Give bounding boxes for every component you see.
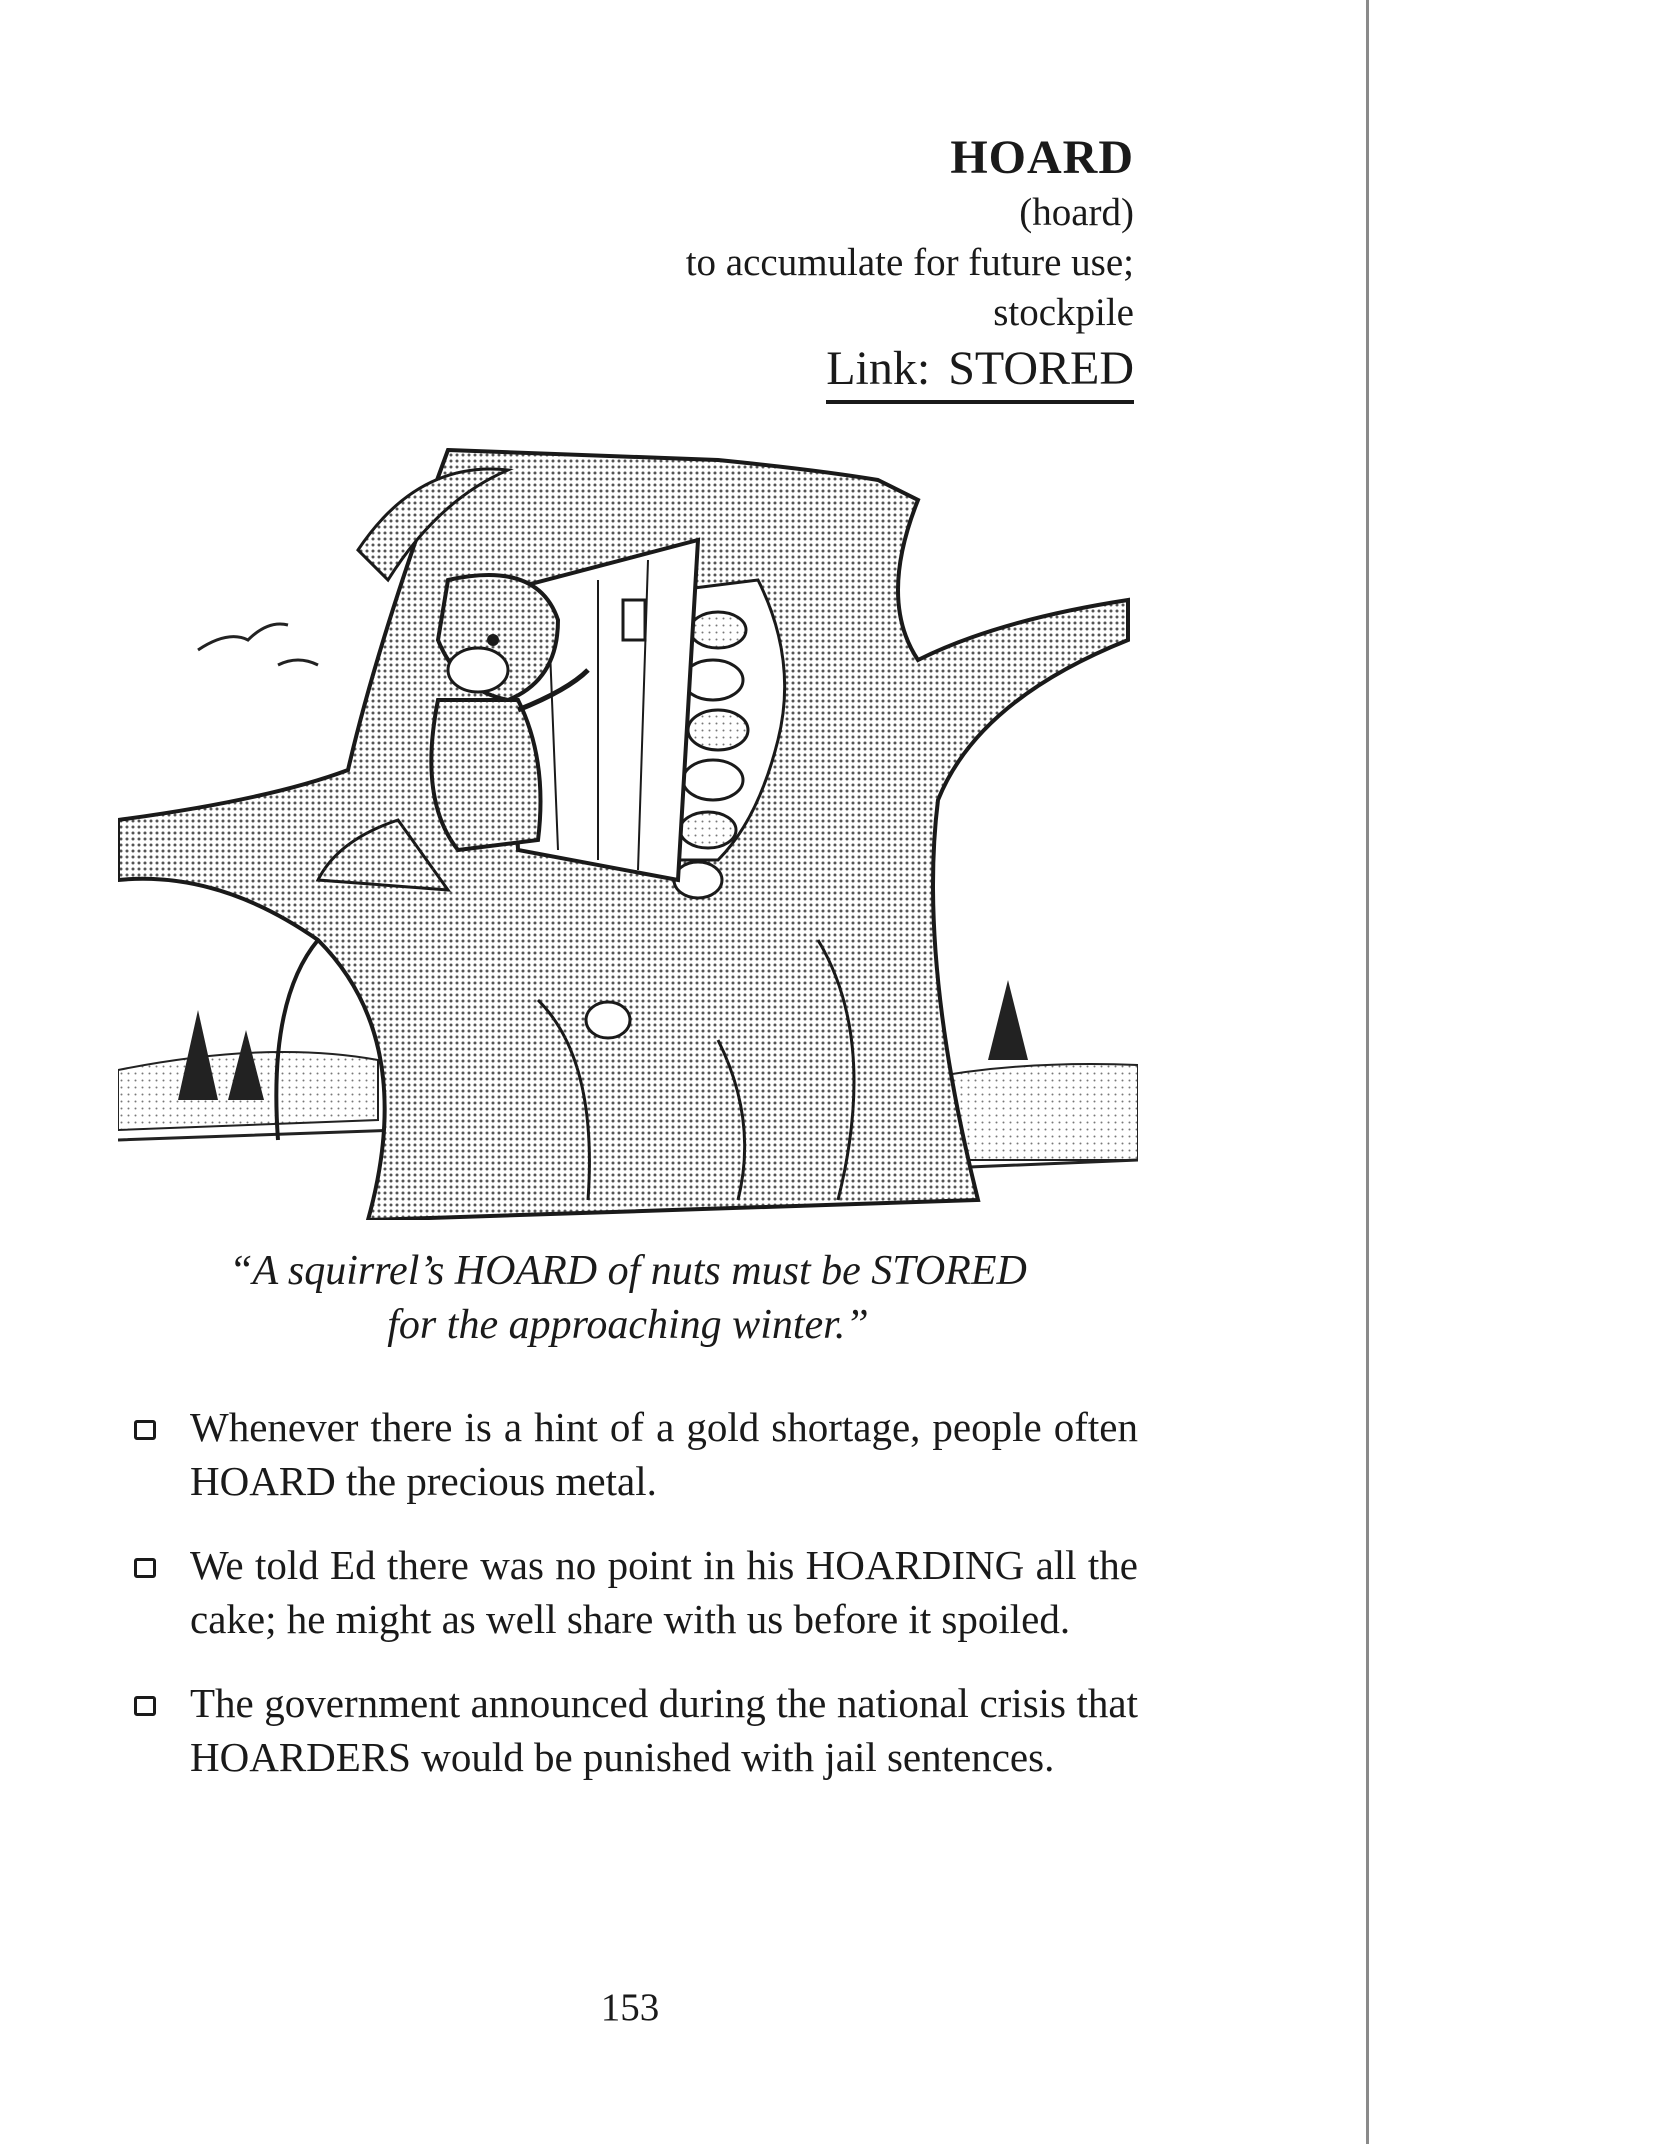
caption-line-2: for the approaching winter.” [387,1302,869,1348]
definition-line-1: to accumulate for future use; [685,241,1134,284]
example-text: We told Ed there was no point in his HOARDING all the cake; he might as well share with us before it spoiled. [190,1542,1138,1642]
definition-line-2: stockpile [993,291,1134,334]
entry-header [434,128,1134,404]
link-word: STORED [948,342,1134,395]
page-edge-rule [1366,0,1369,2144]
example-item [128,1400,1138,1508]
example-item [128,1538,1138,1646]
checkbox-icon [134,1420,156,1440]
example-sentences [128,1400,1138,1814]
squirrel-hoard-illustration [118,440,1138,1220]
pine-trees-right [988,980,1028,1060]
birds [198,624,318,665]
link-line [826,340,1134,404]
checkbox-icon [134,1558,156,1578]
checkbox-icon [134,1696,156,1716]
headword: HOARD [950,131,1134,184]
example-text: The government announced during the national crisis that HOARDERS would be punished with jail sentences. [190,1680,1138,1780]
example-text: Whenever there is a hint of a gold shortage, people often HOARD the precious metal. [190,1404,1138,1504]
page-number: 153 [600,1986,660,2029]
illustration-caption [118,1244,1138,1352]
caption-line-1: “A squirrel’s HOARD of nuts must be STORED [229,1248,1027,1294]
example-item [128,1676,1138,1784]
link-label: Link: [826,342,931,395]
pronunciation: (hoard) [1019,191,1134,234]
